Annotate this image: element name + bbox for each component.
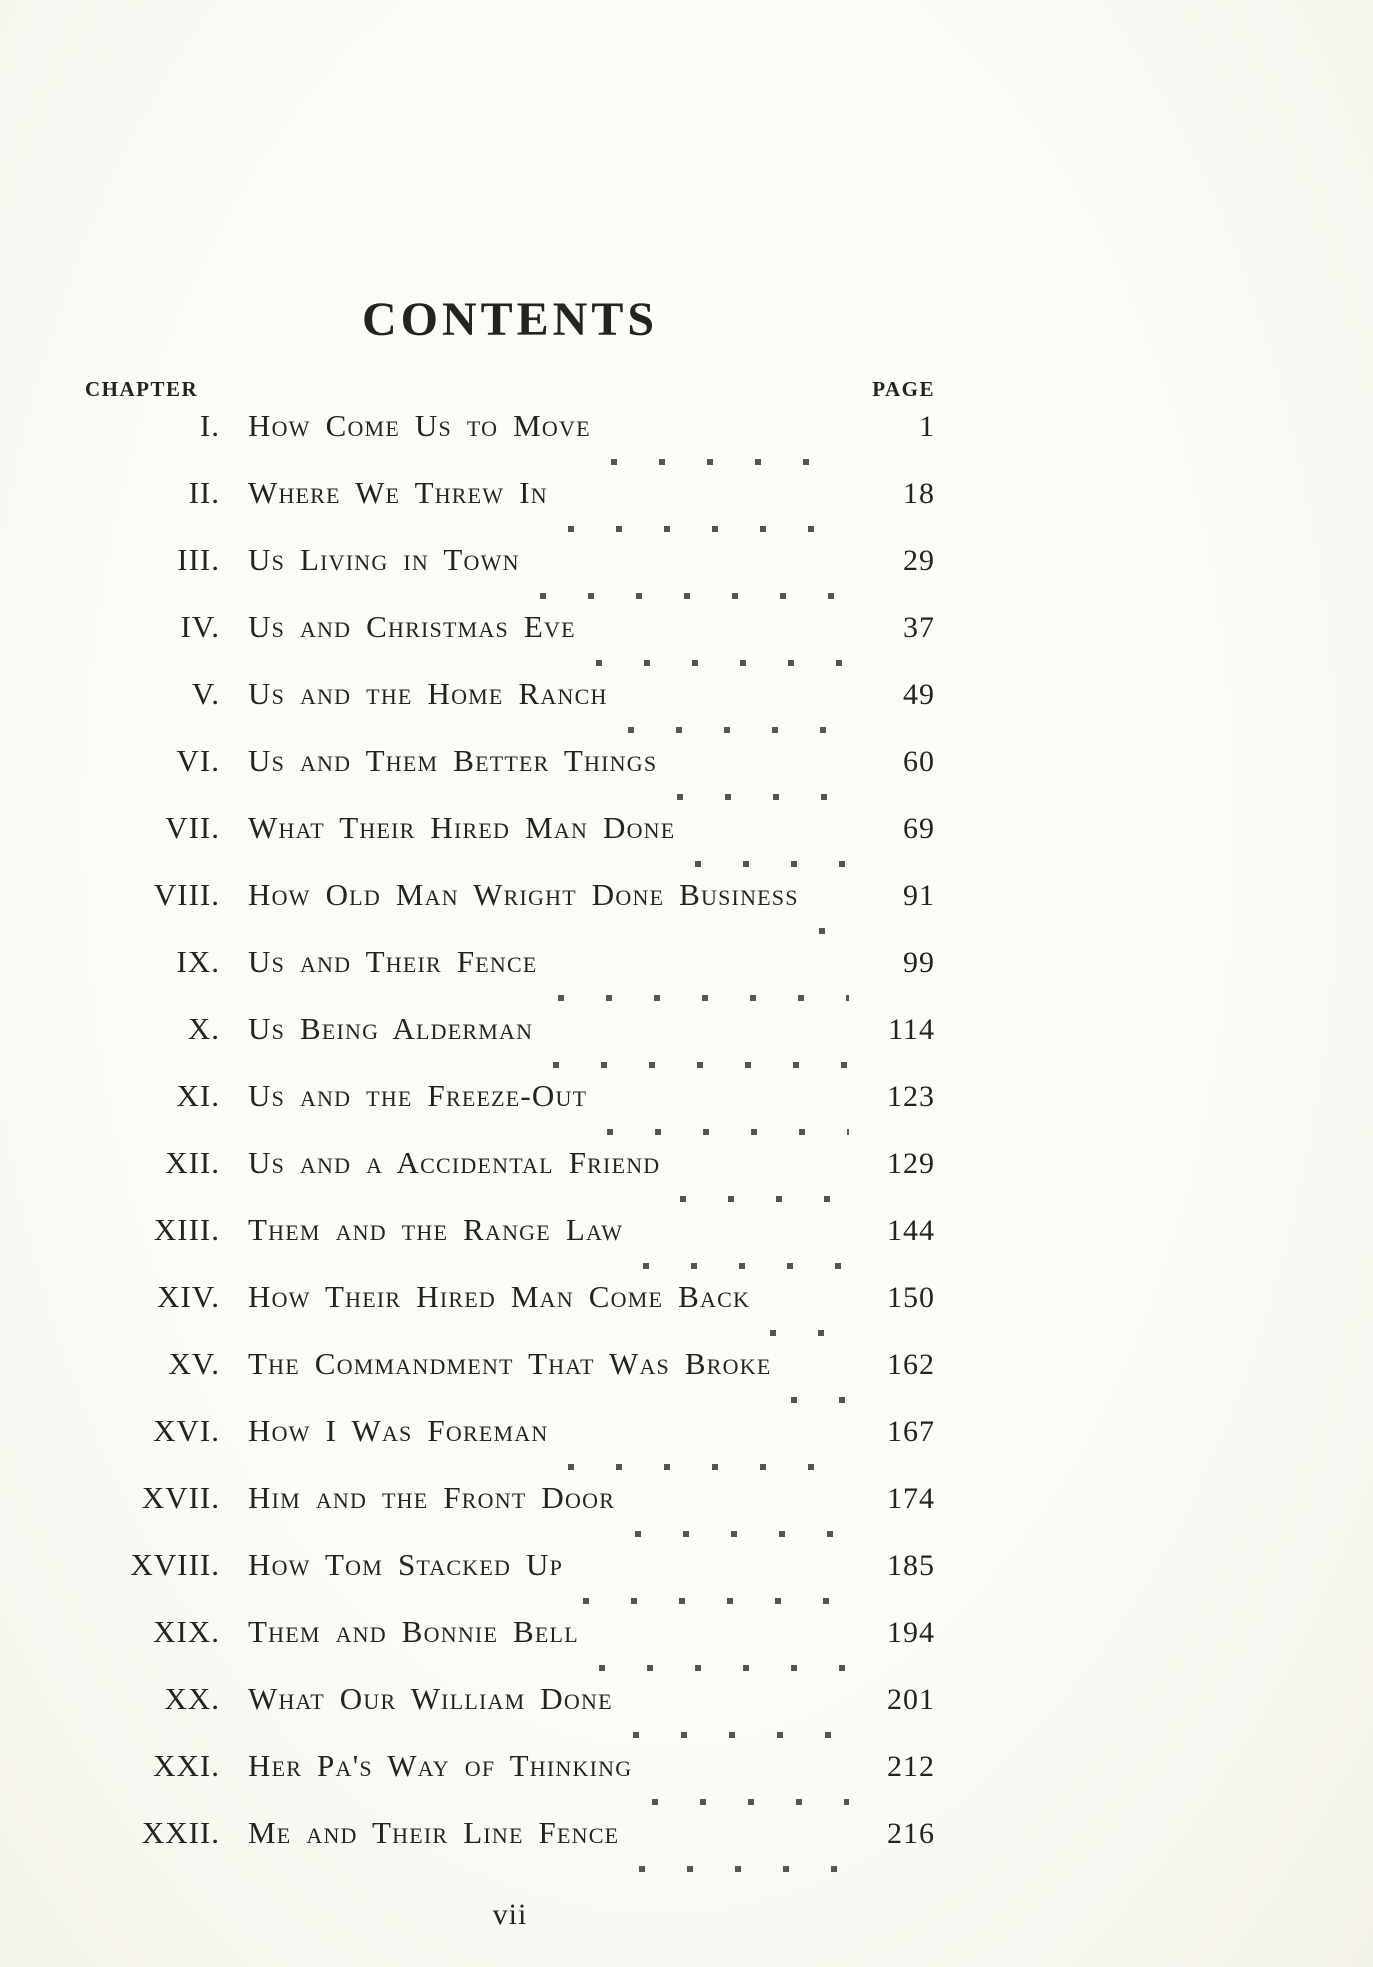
page-number: 18 — [903, 477, 935, 511]
chapter-title: Us and a Accidental Friend — [248, 1145, 661, 1181]
toc-row — [85, 1815, 935, 1882]
leader-dots — [628, 727, 849, 733]
chapter-numeral: XXII. — [141, 1815, 220, 1851]
toc-row — [85, 408, 935, 475]
chapter-numeral: XVII. — [141, 1480, 220, 1516]
chapter-column-header: CHAPTER — [85, 377, 199, 402]
page-number: 201 — [887, 1683, 935, 1717]
chapter-numeral: I. — [199, 408, 220, 444]
toc-row — [85, 1547, 935, 1614]
leader-dots — [695, 861, 849, 867]
page-number: 99 — [903, 946, 935, 980]
chapter-numeral: VI. — [176, 743, 220, 779]
chapter-title: Her Pa's Way of Thinking — [248, 1748, 633, 1784]
chapter-title: How Old Man Wright Done Business — [248, 877, 799, 913]
page-title: CONTENTS — [361, 293, 659, 346]
page-number: 185 — [887, 1549, 935, 1583]
leader-dots — [607, 1129, 849, 1135]
leader-dots — [599, 1665, 849, 1671]
page-number: 216 — [887, 1817, 935, 1851]
toc-row — [85, 609, 935, 676]
chapter-numeral: XIII. — [153, 1212, 220, 1248]
chapter-title: What Their Hired Man Done — [248, 810, 676, 846]
toc-row — [85, 475, 935, 542]
chapter-title: The Commandment That Was Broke — [248, 1346, 772, 1382]
toc-header — [85, 377, 935, 402]
chapter-title: Them and Bonnie Bell — [248, 1614, 579, 1650]
toc-row — [85, 1614, 935, 1681]
chapter-numeral: IX. — [176, 944, 220, 980]
chapter-title: Where We Threw In — [248, 475, 548, 511]
leader-dots — [611, 459, 849, 465]
toc-row — [85, 1681, 935, 1748]
chapter-title: Us and Christmas Eve — [248, 609, 576, 645]
toc-row — [85, 1145, 935, 1212]
toc-row — [85, 1413, 935, 1480]
chapter-numeral: IV. — [180, 609, 220, 645]
chapter-numeral: II. — [188, 475, 220, 511]
chapter-title: How I Was Foreman — [248, 1413, 549, 1449]
page-number: 37 — [903, 611, 935, 645]
chapter-title: How Their Hired Man Come Back — [248, 1279, 751, 1315]
leader-dots — [680, 1196, 849, 1202]
toc-row — [85, 1480, 935, 1547]
chapter-numeral: XV. — [168, 1346, 220, 1382]
page-number: 194 — [887, 1616, 935, 1650]
chapter-numeral: XVIII. — [130, 1547, 220, 1583]
leader-dots — [633, 1732, 849, 1738]
chapter-numeral: X. — [187, 1011, 220, 1047]
page-number: 1 — [919, 410, 935, 444]
page-number: 162 — [887, 1348, 935, 1382]
chapter-numeral: VII. — [165, 810, 220, 846]
leader-dots — [639, 1866, 849, 1872]
toc-row — [85, 676, 935, 743]
chapter-title: What Our William Done — [248, 1681, 613, 1717]
toc-list — [85, 408, 935, 1882]
leader-dots — [568, 1464, 849, 1470]
page-number: 129 — [887, 1147, 935, 1181]
leader-dots — [652, 1799, 849, 1805]
chapter-title: Us and Their Fence — [248, 944, 538, 980]
page-number: 60 — [903, 745, 935, 779]
page-number: 123 — [887, 1080, 935, 1114]
leader-dots — [643, 1263, 849, 1269]
toc-row — [85, 1078, 935, 1145]
chapter-numeral: XX. — [164, 1681, 220, 1717]
toc-row — [85, 877, 935, 944]
leader-dots — [553, 1062, 849, 1068]
page-number: 114 — [888, 1013, 935, 1047]
toc-row — [85, 542, 935, 609]
leader-dots — [583, 1598, 849, 1604]
toc-row — [85, 743, 935, 810]
chapter-title: Them and the Range Law — [248, 1212, 624, 1248]
chapter-numeral: XIX. — [153, 1614, 220, 1650]
page-number: 212 — [887, 1750, 935, 1784]
chapter-numeral: XII. — [165, 1145, 220, 1181]
chapter-title: Us and the Home Ranch — [248, 676, 608, 712]
toc-row — [85, 1748, 935, 1815]
chapter-numeral: XI. — [176, 1078, 220, 1114]
page-number: 29 — [903, 544, 935, 578]
chapter-numeral: XVI. — [153, 1413, 220, 1449]
leader-dots — [596, 660, 849, 666]
page-number: 91 — [903, 879, 935, 913]
chapter-title: Us Being Alderman — [248, 1011, 534, 1047]
page-number: 167 — [887, 1415, 935, 1449]
page-number-footer: vii — [492, 1898, 528, 1932]
chapter-numeral: XXI. — [153, 1748, 220, 1784]
leader-dots — [677, 794, 849, 800]
page-number: 144 — [887, 1214, 935, 1248]
chapter-title: Us and Them Better Things — [248, 743, 658, 779]
chapter-numeral: VIII. — [153, 877, 220, 913]
chapter-title: How Tom Stacked Up — [248, 1547, 564, 1583]
toc-row — [85, 944, 935, 1011]
leader-dots — [540, 593, 849, 599]
toc-row — [85, 1011, 935, 1078]
toc-row — [85, 1212, 935, 1279]
page-number: 69 — [903, 812, 935, 846]
chapter-numeral: V. — [191, 676, 220, 712]
leader-dots — [568, 526, 849, 532]
page-column-header: PAGE — [872, 377, 935, 402]
chapter-title: Him and the Front Door — [248, 1480, 616, 1516]
chapter-title: Us and the Freeze-Out — [248, 1078, 588, 1114]
chapter-numeral: XIV. — [157, 1279, 220, 1315]
leader-dots — [558, 995, 849, 1001]
toc-row — [85, 810, 935, 877]
contents-block — [85, 0, 935, 1932]
page-number: 49 — [903, 678, 935, 712]
chapter-title: How Come Us to Move — [248, 408, 591, 444]
chapter-title: Me and Their Line Fence — [248, 1815, 620, 1851]
page-number: 174 — [887, 1482, 935, 1516]
leader-dots — [635, 1531, 849, 1537]
chapter-numeral: III. — [177, 542, 220, 578]
toc-row — [85, 1279, 935, 1346]
leader-dots — [791, 1397, 849, 1403]
chapter-title: Us Living in Town — [248, 542, 520, 578]
page-number: 150 — [887, 1281, 935, 1315]
toc-row — [85, 1346, 935, 1413]
leader-dots — [819, 928, 849, 934]
leader-dots — [770, 1330, 849, 1336]
